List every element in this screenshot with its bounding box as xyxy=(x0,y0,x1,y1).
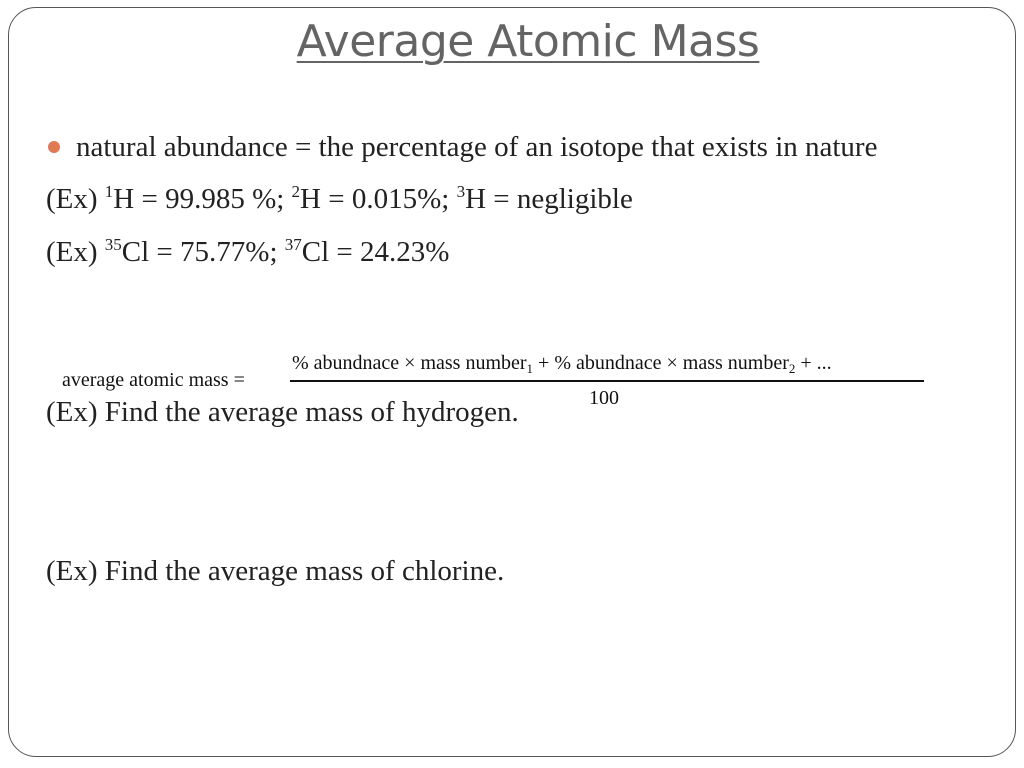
example-prefix: (Ex) xyxy=(46,236,105,268)
isotope-mass-number: 3 xyxy=(456,182,466,201)
isotope-mass-number: 2 xyxy=(291,182,301,201)
formula-fraction-bar xyxy=(290,380,924,382)
formula-tail: + ... xyxy=(795,352,832,374)
isotope-mass-number: 35 xyxy=(104,235,122,254)
bullet-dot-icon xyxy=(48,141,60,153)
question-hydrogen: (Ex) Find the average mass of hydrogen. xyxy=(46,396,519,428)
slide-title: Average Atomic Mass xyxy=(296,16,760,67)
formula-subscript-2: 2 xyxy=(788,361,796,376)
example-prefix: (Ex) xyxy=(46,183,105,215)
isotope-abundance: H = 99.985 %; xyxy=(113,183,292,215)
formula-denominator: 100 xyxy=(589,387,619,409)
isotope-abundance: Cl = 75.77%; xyxy=(121,236,285,268)
formula-numerator xyxy=(292,352,832,375)
isotope-abundance: H = negligible xyxy=(465,183,633,215)
formula-term-2: % abundnace × mass number xyxy=(554,352,789,374)
formula-label: average atomic mass = xyxy=(62,369,245,391)
isotope-abundance: Cl = 24.23% xyxy=(301,236,450,268)
example-chlorine-isotopes xyxy=(46,235,449,269)
isotope-abundance: H = 0.015%; xyxy=(300,183,457,215)
example-hydrogen-isotopes xyxy=(46,182,633,216)
isotope-mass-number: 1 xyxy=(104,182,114,201)
question-chlorine: (Ex) Find the average mass of chlorine. xyxy=(46,555,505,587)
formula-term-1: % abundnace × mass number xyxy=(292,352,527,374)
formula-plus: + xyxy=(533,352,555,374)
bullet-natural-abundance: natural abundance = the percentage of an isotope that exists in nature xyxy=(76,131,878,163)
formula-subscript-1: 1 xyxy=(526,361,534,376)
isotope-mass-number: 37 xyxy=(284,235,302,254)
